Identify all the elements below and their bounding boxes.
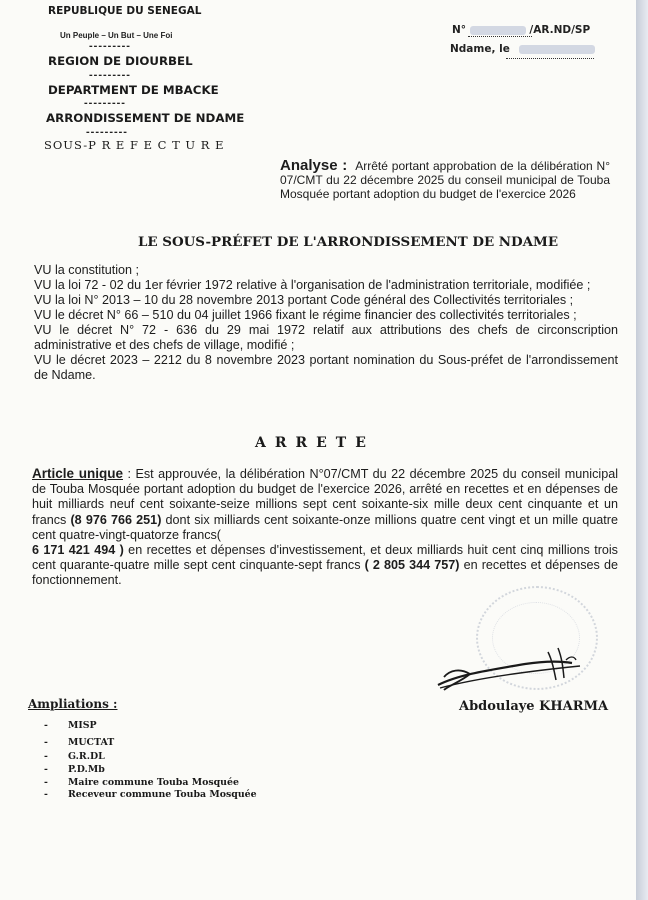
ampliation-item: - MISP: [44, 720, 97, 731]
analyse-block: [280, 159, 610, 201]
ampliation-item: - Maire commune Touba Mosquée: [44, 776, 239, 788]
operating-amount: ( 2 805 344 757): [364, 558, 460, 573]
document-title: LE SOUS-PRÉFET DE L'ARRONDISSEMENT DE NDAME: [138, 234, 559, 250]
region-heading: REGION DE DIOURBEL: [48, 54, 193, 68]
ampliation-item: - MUCTAT: [44, 737, 115, 748]
visa-item: VU la loi N° 2013 – 10 du 28 novembre 2013 portant Code général des Collectivités territoriales ;: [34, 293, 574, 307]
reference-number: [452, 24, 590, 36]
visa-item: VU le décret N° 66 – 510 du 04 juillet 1966 fixant le régime financier des collectivités territoriales ;: [34, 308, 577, 322]
department-heading: DEPARTMENT DE MBACKE: [48, 83, 219, 97]
handwritten-date: [519, 45, 595, 54]
analyse-label: Analyse :: [280, 157, 348, 174]
ampliation-item: - G.R.DL: [44, 751, 105, 762]
national-motto: Un Peuple – Un But – Une Foi: [60, 31, 173, 40]
visa-item: VU le décret 2023 – 2212 du 8 novembre 2023 portant nomination du Sous-préfet de l'arrondissement de Ndame.: [34, 353, 618, 382]
arrete-heading: ARRETE: [255, 435, 375, 451]
arrondissement-heading: ARRONDISSEMENT DE NDAME: [46, 111, 245, 125]
ampliations-label: Ampliations :: [28, 697, 118, 711]
article-unique: [32, 466, 618, 589]
visa-item: VU le décret N° 72 - 636 du 29 mai 1972 relatif aux attributions des chefs de circonscription administrative et des chefs de village, modifié ;: [34, 323, 618, 352]
article-text: en recettes et dépenses de fonctionnement.: [32, 558, 618, 588]
investment-amount: 6 171 421 494 ): [32, 543, 124, 558]
number-dotted-line: [468, 36, 532, 37]
date-line: [450, 43, 595, 55]
date-prefix: Ndame, le: [450, 43, 510, 55]
republic-heading: REPUBLIQUE DU SENEGAL: [48, 5, 202, 17]
separator-dashes: ---------: [84, 97, 126, 109]
number-prefix: N°: [452, 24, 467, 36]
separator-dashes: ---------: [89, 69, 131, 81]
ampliations-list: [44, 720, 257, 802]
number-suffix: /AR.ND/SP: [529, 24, 591, 36]
ampliation-item: - P.D.Mb: [44, 763, 105, 775]
total-amount: (8 976 766 251): [70, 512, 162, 527]
separator-dashes: ---------: [89, 40, 131, 52]
article-text: en recettes et dépenses d'investissement, et deux milliards huit cent cinq millions trois cent quarante-quatre mille sept cent cinquante-sept francs: [32, 543, 618, 573]
handwritten-number: [470, 26, 526, 35]
page-edge: [636, 0, 648, 900]
analyse-text: Arrêté portant approbation de la délibération N° 07/CMT du 22 décembre 2025 du conseil municipal de Touba Mosquée portant adoption du budget de l'exercice 2026: [280, 159, 611, 201]
visa-item: VU la constitution ;: [34, 263, 139, 277]
separator-dashes: ---------: [86, 126, 128, 138]
article-label: Article unique: [32, 466, 123, 481]
visa-item: VU la loi 72 - 02 du 1er février 1972 relative à l'organisation de l'administration territoriale, modifiée ;: [34, 278, 591, 292]
article-text: : Est approuvée, la délibération N°07/CMT du 22 décembre 2025 du conseil municipal de Touba Mosquée portant adoption du budget de l'exercice 2026, arrêté en recettes et en dépenses de huit milliards neuf cent soixante-seize millions sept cent soixante-six mille deux cent cinquante et un francs: [32, 467, 618, 527]
ampliation-item: - Receveur commune Touba Mosquée: [44, 789, 257, 801]
signatory-name: Abdoulaye KHARMA: [459, 699, 609, 714]
article-text: dont six milliards cent soixante-onze millions quatre cent vingt et un mille quatre cent quatre-vingt-quatorze francs(: [32, 512, 618, 542]
visas-list: [34, 263, 618, 383]
handwritten-signature: [430, 630, 590, 700]
sous-prefecture-heading: SOUS-P R E F E C T U R E: [44, 138, 225, 152]
date-dotted-line: [506, 58, 594, 59]
